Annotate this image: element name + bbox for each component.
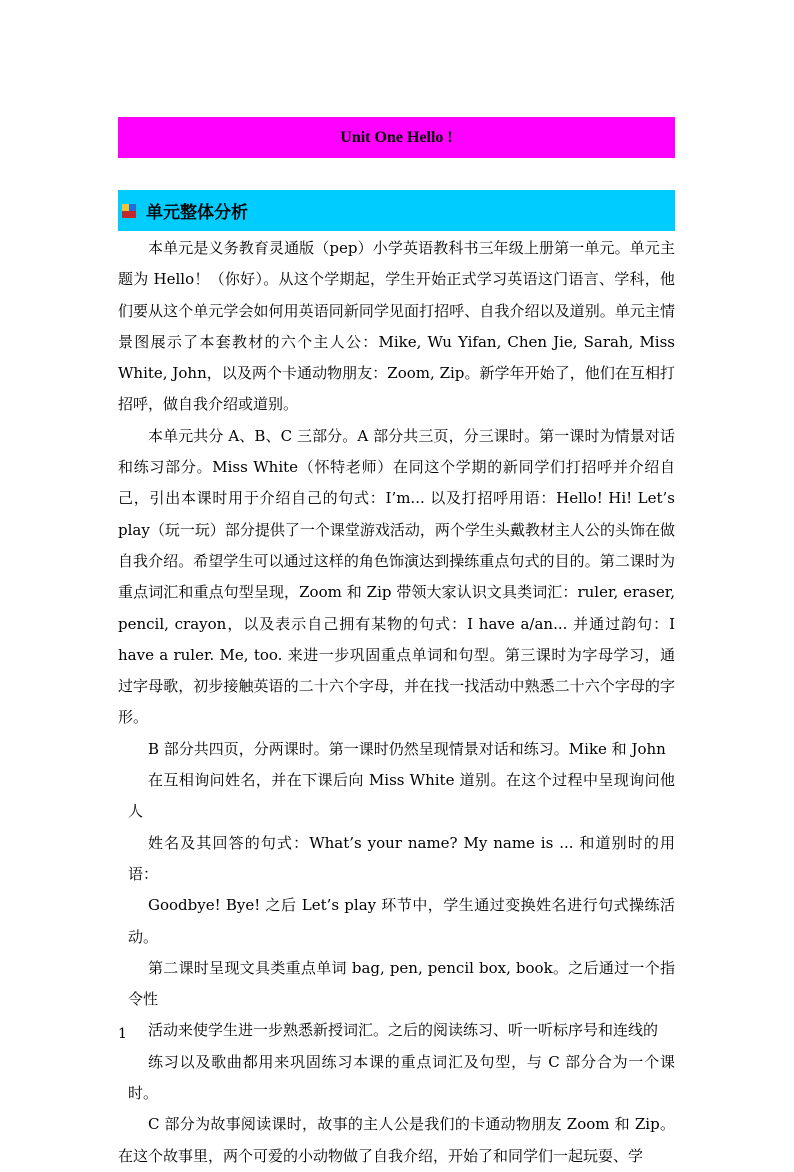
paragraph-part-b-line: 练习以及歌曲都用来巩固练习本课的重点词汇及句型，与 C 部分合为一个课时。 [128,1052,675,1103]
paragraph-part-b-line: 活动来使学生进一步熟悉新授词汇。之后的阅读练习、听一听标序号和连线的 [148,1021,659,1040]
paragraph-part-b-line: 在互相询问姓名，并在下课后向 Miss White 道别。在这个过程中呈现询问他人 [128,771,675,821]
page-number: 1 [118,1026,127,1042]
paragraph-part-a: 本单元共分 A、B、C 三部分。A 部分共三页，分三课时。第一课时为情景对话和练习部分。Miss White（怀特老师）在同这个学期的新同学们打招呼并介绍自己，引出本课时用于介绍自己的句式：I’m... 以及打招呼用语：Hello! Hi! Let’s play（玩一玩）部分提供了一个课堂游戏活动，两个学生头戴教材主人公的头饰在做自我介绍。希望学生可以通过这样的角色饰演达到操练重点句式的目的。第二课时为重点词汇和重点句型呈现，Zoom 和 Zip 带领大家认识文具类词汇：ruler, eraser, pencil, crayon，以及表示自己拥有某物的句式：I have a/an... 并通过韵句：I have a ruler. Me, too. 来进一步巩固重点单词和句型。第三课时为字母学习，通过字母歌，初步接触英语的二十六个字母，并在找一找活动中熟悉二十六个字母的字形。 [118,426,675,727]
unit-title-banner [118,117,675,158]
body-text [118,233,675,1172]
colored-blocks-icon [122,204,136,218]
paragraph-part-b-line: 第二课时呈现文具类重点单词 bag, pen, pencil box, book。之后通过一个指令性 [128,958,675,1009]
paragraph-intro: 本单元是义务教育灵通版（pep）小学英语教科书三年级上册第一单元。单元主题为 Hello！（你好）。从这个学期起，学生开始正式学习英语这门语言、学科，他们要从这个单元学会如何用英语同新同学见面打招呼、自我介绍以及道别。单元主情景图展示了本套教材的六个主人公：Mike, Wu Yifan, Chen Jie, Sarah, Miss White, John，以及两个卡通动物朋友：Zoom, Zip。新学年开始了，他们在互相打招呼，做自我介绍或道别。 [118,239,675,414]
paragraph-part-b-line: B 部分共四页，分两课时。第一课时仍然呈现情景对话和练习。Mike 和 John [148,739,666,758]
paragraph-part-b-line: Goodbye! Bye! 之后 Let’s play 环节中，学生通过变换姓名进行句式操练活动。 [128,896,675,946]
section-heading-banner [118,190,675,231]
paragraph-part-b [118,734,675,1110]
unit-title: Unit One Hello ! [340,128,453,146]
paragraph-part-b-line: 姓名及其回答的句式：What’s your name? My name is ... 和道别时的用语： [128,833,675,883]
section-heading: 单元整体分析 [146,203,248,223]
paragraph-part-c: C 部分为故事阅读课时，故事的主人公是我们的卡通动物朋友 Zoom 和 Zip。在这个故事里，两个可爱的小动物做了自我介绍，开始了和同学们一起玩耍、学 [118,1115,675,1165]
